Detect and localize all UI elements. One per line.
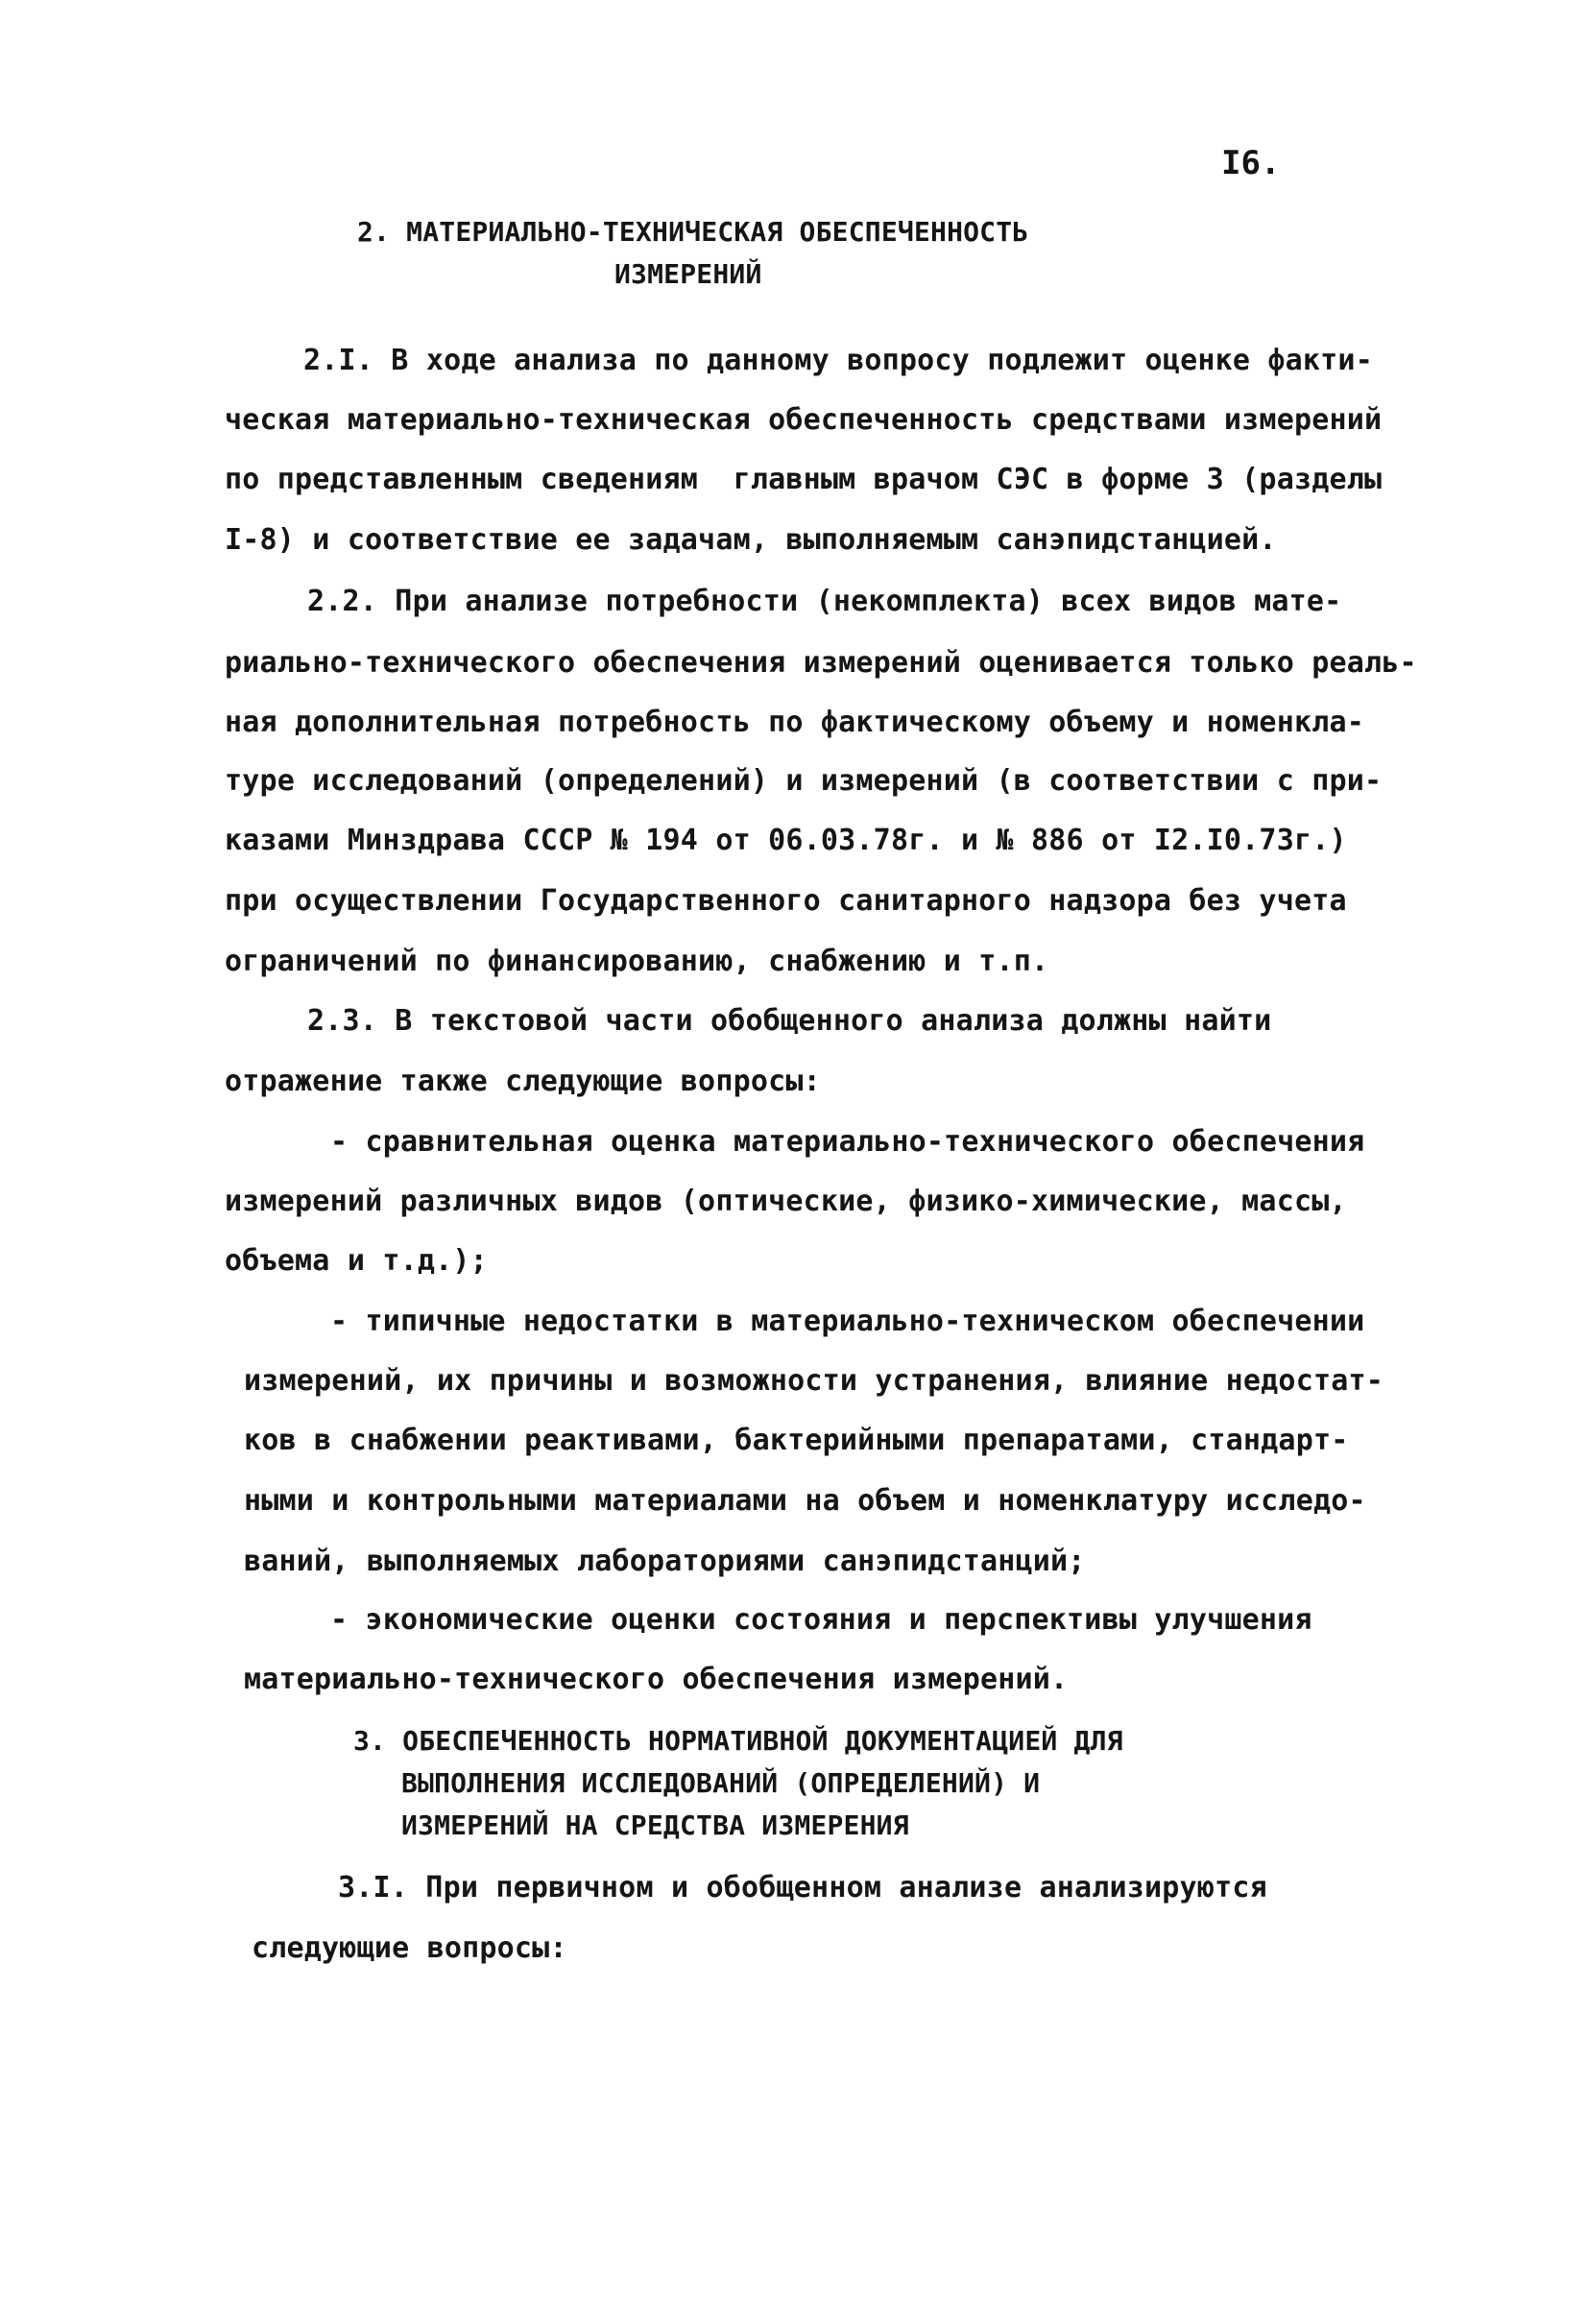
paragraph-2-1-line-4: I-8) и соответствие ее задачам, выполняемым санэпидстанцией.	[225, 523, 1277, 557]
paragraph-2-1-line-3: по представленным сведениям главным врачом СЭС в форме 3 (разделы	[225, 463, 1383, 496]
list-item-2-line-3: ков в снабжении реактивами, бактерийными препаратами, стандарт-	[244, 1424, 1349, 1457]
section-3-title-line-3: ИЗМЕРЕНИЙ НА СРЕДСТВА ИЗМЕРЕНИЯ	[401, 1809, 909, 1841]
list-item-1-line-1: - сравнительная оценка материально-технического обеспечения	[330, 1125, 1365, 1159]
section-2-title-line-2: ИЗМЕРЕНИЙ	[614, 258, 762, 290]
paragraph-2-2-line-2: риально-технического обеспечения измерений оценивается только реаль-	[225, 646, 1417, 680]
list-item-2-line-5: ваний, выполняемых лабораториями санэпидстанций;	[244, 1545, 1086, 1578]
list-item-3-line-2: материально-технического обеспечения измерений.	[244, 1663, 1069, 1696]
list-item-2-line-4: ными и контрольными материалами на объем и номенклатуру исследо-	[244, 1484, 1366, 1518]
paragraph-2-3-line-1: 2.3. В текстовой части обобщенного анализа должны найти	[307, 1004, 1272, 1038]
paragraph-2-2-line-5: казами Минздрава СССР № 194 от 06.03.78г. и № 886 от I2.I0.73г.)	[225, 824, 1347, 857]
list-item-3-line-1: - экономические оценки состояния и перспективы улучшения	[330, 1603, 1312, 1637]
paragraph-3-1-line-2: следующие вопросы:	[252, 1931, 567, 1965]
paragraph-2-3-line-2: отражение также следующие вопросы:	[225, 1065, 821, 1098]
paragraph-2-2-line-4: туре исследований (определений) и измерений (в соответствии с при-	[225, 764, 1383, 798]
paragraph-3-1-line-1: 3.I. При первичном и обобщенном анализе анализируются	[338, 1871, 1267, 1905]
paragraph-2-2-line-7: ограничений по финансированию, снабжению и т.п.	[225, 945, 1049, 978]
list-item-2-line-1: - типичные недостатки в материально-техническом обеспечении	[330, 1305, 1365, 1338]
paragraph-2-2-line-3: ная дополнительная потребность по фактическому объему и номенкла-	[225, 706, 1364, 739]
paragraph-2-2-line-1: 2.2. При анализе потребности (некомплекта) всех видов мате-	[307, 585, 1342, 618]
paragraph-2-2-line-6: при осуществлении Государственного санитарного надзора без учета	[225, 884, 1347, 918]
paragraph-2-1-line-2: ческая материально-техническая обеспеченность средствами измерений	[225, 403, 1383, 437]
list-item-1-line-2: измерений различных видов (оптические, физико-химические, массы,	[225, 1185, 1347, 1218]
list-item-1-line-3: объема и т.д.);	[225, 1244, 488, 1278]
section-3-title-line-1: 3. ОБЕСПЕЧЕННОСТЬ НОРМАТИВНОЙ ДОКУМЕНТАЦИЕЙ ДЛЯ	[353, 1725, 1123, 1757]
list-item-2-line-2: измерений, их причины и возможности устранения, влияние недостат-	[244, 1364, 1383, 1398]
section-2-title-line-1: 2. МАТЕРИАЛЬНО-ТЕХНИЧЕСКАЯ ОБЕСПЕЧЕННОСТЬ	[357, 216, 1029, 248]
page-number: I6.	[1221, 144, 1281, 182]
section-3-title-line-2: ВЫПОЛНЕНИЯ ИССЛЕДОВАНИЙ (ОПРЕДЕЛЕНИЙ) И	[401, 1767, 1041, 1799]
paragraph-2-1-line-1: 2.I. В ходе анализа по данному вопросу подлежит оценке факти-	[303, 344, 1373, 377]
